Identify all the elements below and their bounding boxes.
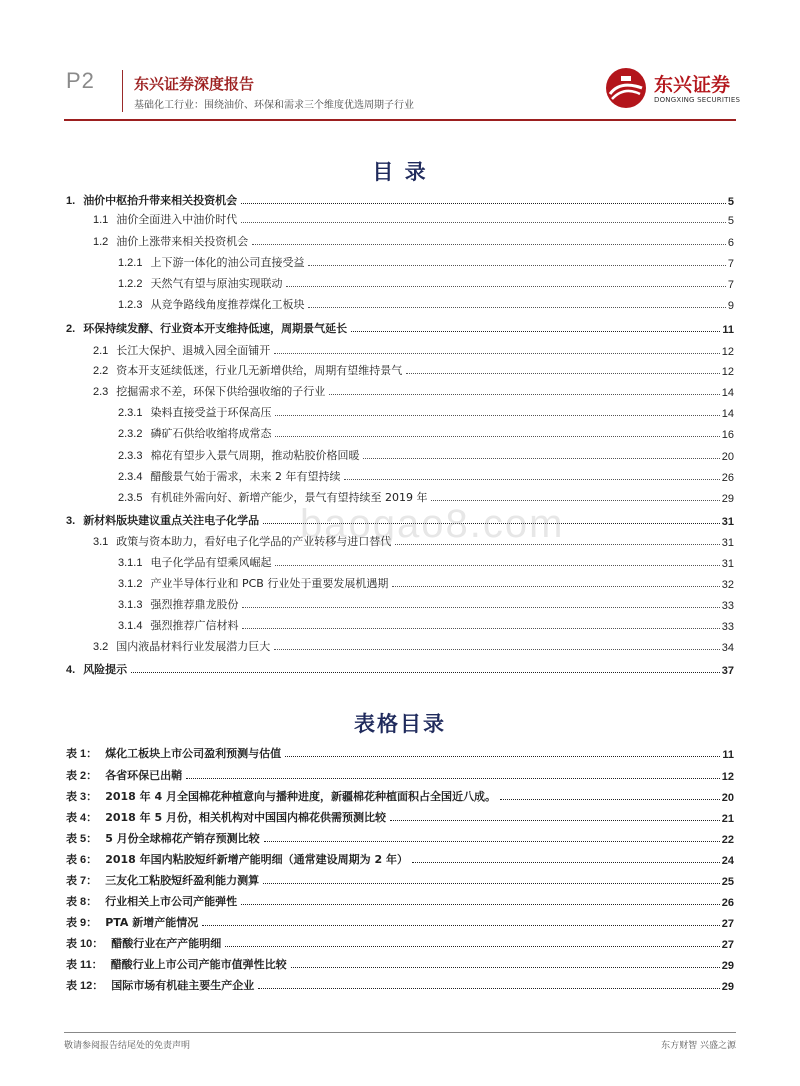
toc-entry[interactable] xyxy=(93,338,734,358)
tables-entry-label xyxy=(66,893,239,909)
toc-entry[interactable] xyxy=(118,613,734,633)
toc-entry-label xyxy=(66,192,239,208)
toc-entry-text: 产业半导体行业和 PCB 行业处于重要发展机遇期 xyxy=(150,577,389,590)
toc-entry[interactable] xyxy=(118,421,734,441)
toc-entry-page: 5 xyxy=(727,196,734,208)
toc-entry-page: 31 xyxy=(721,516,734,528)
toc-entry-text: 环保持续发酵、行业资本开支维持低速，周期景气延长 xyxy=(83,322,348,335)
toc-entry-text: 染料直接受益于环保高压 xyxy=(150,406,272,419)
toc-entry[interactable] xyxy=(118,443,734,463)
toc-entry-number: 1. xyxy=(66,195,76,207)
dot-leader xyxy=(242,628,719,629)
toc-entry-page: 14 xyxy=(721,387,734,399)
toc-entry[interactable] xyxy=(118,400,734,420)
toc-entry-label xyxy=(118,596,240,612)
tables-entry-number: 表 6： xyxy=(66,854,98,866)
dot-leader xyxy=(275,565,719,566)
toc-entry-text: 资本开支延续低迷，行业几无新增供给，周期有望维持景气 xyxy=(116,364,403,377)
toc-entry-page: 33 xyxy=(721,600,734,612)
toc-entry-label xyxy=(118,447,361,463)
tables-entry[interactable] xyxy=(66,763,734,783)
toc-entry-page: 33 xyxy=(721,621,734,633)
dot-leader xyxy=(286,286,725,287)
toc-entry[interactable] xyxy=(118,250,734,270)
dot-leader xyxy=(225,946,719,947)
toc-entry-page: 7 xyxy=(727,258,734,270)
toc-entry-page: 31 xyxy=(721,558,734,570)
tables-entry-label xyxy=(66,956,289,972)
toc-entry-number: 3.1.1 xyxy=(118,557,143,569)
toc-entry-text: 油价全面进入中油价时代 xyxy=(116,213,238,226)
tables-entry-number: 表 10： xyxy=(66,938,104,950)
toc-entry[interactable] xyxy=(93,207,734,227)
tables-entry[interactable] xyxy=(66,741,734,761)
toc-entry-page: 32 xyxy=(721,579,734,591)
toc-entry[interactable] xyxy=(93,358,734,378)
toc-entry[interactable] xyxy=(118,292,734,312)
toc-entry-page: 34 xyxy=(721,642,734,654)
toc-entry-page: 7 xyxy=(727,279,734,291)
tables-entry-text: 各省环保已出鞘 xyxy=(105,769,183,782)
toc-entry-number: 1.2.1 xyxy=(118,257,143,269)
toc-entry-label xyxy=(118,275,284,291)
tables-entry-label xyxy=(66,830,262,846)
tables-entry-label xyxy=(66,914,200,930)
toc-entry-page: 11 xyxy=(722,324,734,336)
toc-entry-page: 9 xyxy=(727,300,734,312)
toc-entry-page: 37 xyxy=(721,665,734,677)
tables-entry-number: 表 2： xyxy=(66,770,98,782)
footer-rule xyxy=(64,1032,736,1033)
tables-entry-text: PTA 新增产能情况 xyxy=(105,916,199,929)
dot-leader xyxy=(131,672,720,673)
toc-entry-text: 政策与资本助力，看好电子化学品的产业转移与进口替代 xyxy=(116,535,392,548)
toc-entry-text: 上下游一体化的油公司直接受益 xyxy=(150,256,305,269)
toc-entry-number: 2.3.1 xyxy=(118,407,143,419)
tables-entry-label xyxy=(66,788,498,804)
tables-entry[interactable] xyxy=(66,805,734,825)
toc-entry-number: 2. xyxy=(66,323,76,335)
tables-entry[interactable] xyxy=(66,910,734,930)
tables-entry-page: 29 xyxy=(721,960,734,972)
dot-leader xyxy=(202,925,720,926)
toc-entry-label xyxy=(118,254,306,270)
toc-entry-page: 14 xyxy=(721,408,734,420)
toc-entry-page: 6 xyxy=(727,237,734,249)
dot-leader xyxy=(363,458,719,459)
toc-entry-number: 3.1.3 xyxy=(118,599,143,611)
toc-entry[interactable] xyxy=(66,316,734,336)
toc-entry-number: 2.2 xyxy=(93,365,109,377)
toc-entry-page: 16 xyxy=(721,429,734,441)
toc-entry-label xyxy=(93,638,272,654)
tables-entry-text: 2018 年 4 月全国棉花种植意向与播种进度，新疆棉花种植面积占全国近八成。 xyxy=(105,790,496,803)
toc-entry-number: 1.2 xyxy=(93,236,109,248)
tables-entry-page: 11 xyxy=(722,749,734,761)
toc-entry-number: 1.2.2 xyxy=(118,278,143,290)
company-logo xyxy=(604,64,741,112)
toc-entry-text: 新材料版块建议重点关注电子化学品 xyxy=(83,514,260,527)
toc-entry-number: 2.3.3 xyxy=(118,450,143,462)
toc-entry[interactable] xyxy=(66,188,734,208)
tables-entry-page: 27 xyxy=(721,939,734,951)
tables-entry-page: 24 xyxy=(721,855,734,867)
toc-entry-label xyxy=(118,575,390,591)
toc-entry-label xyxy=(93,362,404,378)
dot-leader xyxy=(392,586,719,587)
toc-entry-number: 3.1 xyxy=(93,536,109,548)
dot-leader xyxy=(500,799,720,800)
toc-entry-text: 电子化学品有望乘风崛起 xyxy=(150,556,272,569)
toc-entry-number: 2.3.4 xyxy=(118,471,143,483)
logo-en-text: DONGXING SECURITIES xyxy=(654,96,741,104)
toc-entry[interactable] xyxy=(93,379,734,399)
toc-entry-label xyxy=(66,661,129,677)
dot-leader xyxy=(275,415,719,416)
footer-slogan: 东方财智 兴盛之源 xyxy=(661,1041,736,1051)
tables-entry[interactable] xyxy=(66,952,734,972)
tables-entry-number: 表 12： xyxy=(66,980,104,992)
dot-leader xyxy=(186,778,720,779)
tables-entry-page: 29 xyxy=(721,981,734,993)
dot-leader xyxy=(252,244,726,245)
tables-entry-number: 表 11： xyxy=(66,959,103,971)
tables-entry[interactable] xyxy=(66,826,734,846)
toc-entry-text: 油价中枢抬升带来相关投资机会 xyxy=(83,194,238,207)
toc-entry-number: 3. xyxy=(66,515,76,527)
dot-leader xyxy=(308,307,725,308)
toc-entry-label xyxy=(118,425,273,441)
dot-leader xyxy=(344,479,719,480)
tables-entry-number: 表 1： xyxy=(66,748,98,760)
toc-entry-text: 挖掘需求不差，环保下供给强收缩的子行业 xyxy=(116,385,326,398)
toc-entry[interactable] xyxy=(118,571,734,591)
dot-leader xyxy=(258,988,719,989)
dot-leader xyxy=(275,436,719,437)
toc-entry-text: 醋酸景气始于需求，未来 2 年有望持续 xyxy=(150,470,341,483)
toc-entry-label xyxy=(93,342,272,358)
toc-entry[interactable] xyxy=(118,271,734,291)
tables-entry-text: 煤化工板块上市公司盈利预测与估值 xyxy=(105,747,282,760)
tables-entry-number: 表 8： xyxy=(66,896,98,908)
dot-leader xyxy=(291,967,720,968)
tables-entry-label xyxy=(66,745,283,761)
toc-entry-label xyxy=(118,617,240,633)
toc-entry-page: 20 xyxy=(721,451,734,463)
toc-entry-number: 4. xyxy=(66,664,76,676)
tables-entry-page: 20 xyxy=(721,792,734,804)
watermark: baogao8.com xyxy=(300,502,565,546)
toc-entry-label xyxy=(66,512,261,528)
dot-leader xyxy=(241,904,720,905)
dot-leader xyxy=(390,820,720,821)
toc-entry-number: 1.2.3 xyxy=(118,299,143,311)
toc-entry-number: 3.1.2 xyxy=(118,578,143,590)
toc-entry-label xyxy=(66,320,349,336)
toc-entry-label xyxy=(118,468,342,484)
toc-entry-text: 天然气有望与原油实现联动 xyxy=(150,277,283,290)
toc-entry-page: 31 xyxy=(721,537,734,549)
tables-entry-number: 表 9： xyxy=(66,917,98,929)
tables-entry-label xyxy=(66,872,261,888)
toc-entry-number: 3.2 xyxy=(93,641,109,653)
tables-entry-text: 醋酸行业在产产能明细 xyxy=(111,937,222,950)
toc-entry-number: 2.3 xyxy=(93,386,109,398)
report-title: 东兴证券深度报告 xyxy=(134,75,255,93)
tables-title: 表格目录 xyxy=(354,712,446,736)
tables-entry[interactable] xyxy=(66,931,734,951)
dot-leader xyxy=(241,203,726,204)
toc-entry-label xyxy=(118,404,273,420)
tables-entry-text: 5 月份全球棉花产销存预测比较 xyxy=(105,832,260,845)
tables-entry[interactable] xyxy=(66,868,734,888)
dot-leader xyxy=(241,222,726,223)
tables-entry-page: 21 xyxy=(721,813,734,825)
tables-entry-label xyxy=(66,767,184,783)
toc-entry-text: 有机硅外需向好、新增产能少，景气有望持续至 2019 年 xyxy=(150,491,428,504)
dot-leader xyxy=(264,841,720,842)
tables-entry-number: 表 4： xyxy=(66,812,98,824)
tables-entry[interactable] xyxy=(66,889,734,909)
tables-entry-label xyxy=(66,935,223,951)
toc-entry-number: 2.3.5 xyxy=(118,492,143,504)
toc-entry[interactable] xyxy=(118,464,734,484)
tables-entry-text: 醋酸行业上市公司产能市值弹性比较 xyxy=(110,958,287,971)
dot-leader xyxy=(242,607,719,608)
dot-leader xyxy=(431,500,719,501)
header-rule xyxy=(64,119,736,121)
tables-entry-text: 2018 年 5 月份，相关机构对中国国内棉花供需预测比较 xyxy=(105,811,386,824)
toc-entry-label xyxy=(93,211,239,227)
dot-leader xyxy=(351,331,720,332)
tables-entry-number: 表 3： xyxy=(66,791,98,803)
dot-leader xyxy=(263,883,720,884)
toc-entry-label xyxy=(118,554,273,570)
tables-entry-text: 国际市场有机硅主要生产企业 xyxy=(111,979,255,992)
tables-entry-text: 三友化工粘胶短纤盈利能力测算 xyxy=(105,874,260,887)
toc-entry[interactable] xyxy=(118,592,734,612)
logo-mark-icon xyxy=(604,66,648,110)
dot-leader xyxy=(329,394,719,395)
tables-entry-label xyxy=(66,809,388,825)
tables-entry-text: 行业相关上市公司产能弹性 xyxy=(105,895,238,908)
toc-entry-text: 国内液晶材料行业发展潜力巨大 xyxy=(116,640,271,653)
tables-entry[interactable] xyxy=(66,973,734,993)
tables-entry-number: 表 5： xyxy=(66,833,98,845)
tables-entry-label xyxy=(66,977,256,993)
toc-entry-text: 磷矿石供给收缩将成常态 xyxy=(150,427,272,440)
dot-leader xyxy=(406,373,719,374)
toc-entry-page: 12 xyxy=(721,366,734,378)
toc-entry-label xyxy=(118,296,306,312)
toc-entry-number: 1.1 xyxy=(93,214,109,226)
toc-entry[interactable] xyxy=(118,550,734,570)
toc-entry-page: 26 xyxy=(721,472,734,484)
toc-title: 目 录 xyxy=(372,160,428,184)
dot-leader xyxy=(308,265,725,266)
toc-entry-number: 2.3.2 xyxy=(118,428,143,440)
toc-entry[interactable] xyxy=(93,634,734,654)
toc-entry-text: 风险提示 xyxy=(83,663,128,676)
tables-entry-label xyxy=(66,851,410,867)
toc-entry-number: 2.1 xyxy=(93,345,109,357)
toc-entry-label xyxy=(93,233,250,249)
toc-entry-text: 强烈推荐广信材料 xyxy=(150,619,239,632)
toc-entry-page: 5 xyxy=(727,215,734,227)
toc-entry-text: 长江大保护、退城入园全面铺开 xyxy=(116,344,271,357)
dot-leader xyxy=(412,862,720,863)
toc-entry-text: 棉花有望步入景气周期，推动粘胶价格回暖 xyxy=(150,449,360,462)
dot-leader xyxy=(274,353,719,354)
tables-entry-text: 2018 年国内粘胶短纤新增产能明细（通常建设周期为 2 年） xyxy=(105,853,408,866)
tables-entry-page: 22 xyxy=(721,834,734,846)
toc-entry-text: 油价上涨带来相关投资机会 xyxy=(116,235,249,248)
logo-cn-text: 东兴证券 xyxy=(654,74,731,96)
report-subtitle: 基础化工行业：围绕油价、环保和需求三个维度优选周期子行业 xyxy=(134,100,414,111)
header-divider xyxy=(122,70,123,112)
toc-entry-page: 12 xyxy=(721,346,734,358)
toc-entry-page: 29 xyxy=(721,493,734,505)
toc-entry-label xyxy=(93,383,327,399)
dot-leader xyxy=(274,649,719,650)
toc-entry[interactable] xyxy=(93,229,734,249)
toc-entry-text: 强烈推荐鼎龙股份 xyxy=(150,598,239,611)
tables-entry-page: 26 xyxy=(721,897,734,909)
toc-entry-text: 从竞争路线角度推荐煤化工板块 xyxy=(150,298,305,311)
tables-entry[interactable] xyxy=(66,847,734,867)
tables-entry-page: 12 xyxy=(721,771,734,783)
tables-entry-page: 25 xyxy=(721,876,734,888)
toc-entry-number: 3.1.4 xyxy=(118,620,143,632)
dot-leader xyxy=(285,756,720,757)
tables-entry[interactable] xyxy=(66,784,734,804)
toc-entry[interactable] xyxy=(66,657,734,677)
footer-disclaimer: 敬请参阅报告结尾处的免责声明 xyxy=(64,1041,191,1051)
page-number: P2 xyxy=(66,68,95,93)
page-header xyxy=(0,0,800,122)
tables-entry-page: 27 xyxy=(721,918,734,930)
tables-entry-number: 表 7： xyxy=(66,875,98,887)
